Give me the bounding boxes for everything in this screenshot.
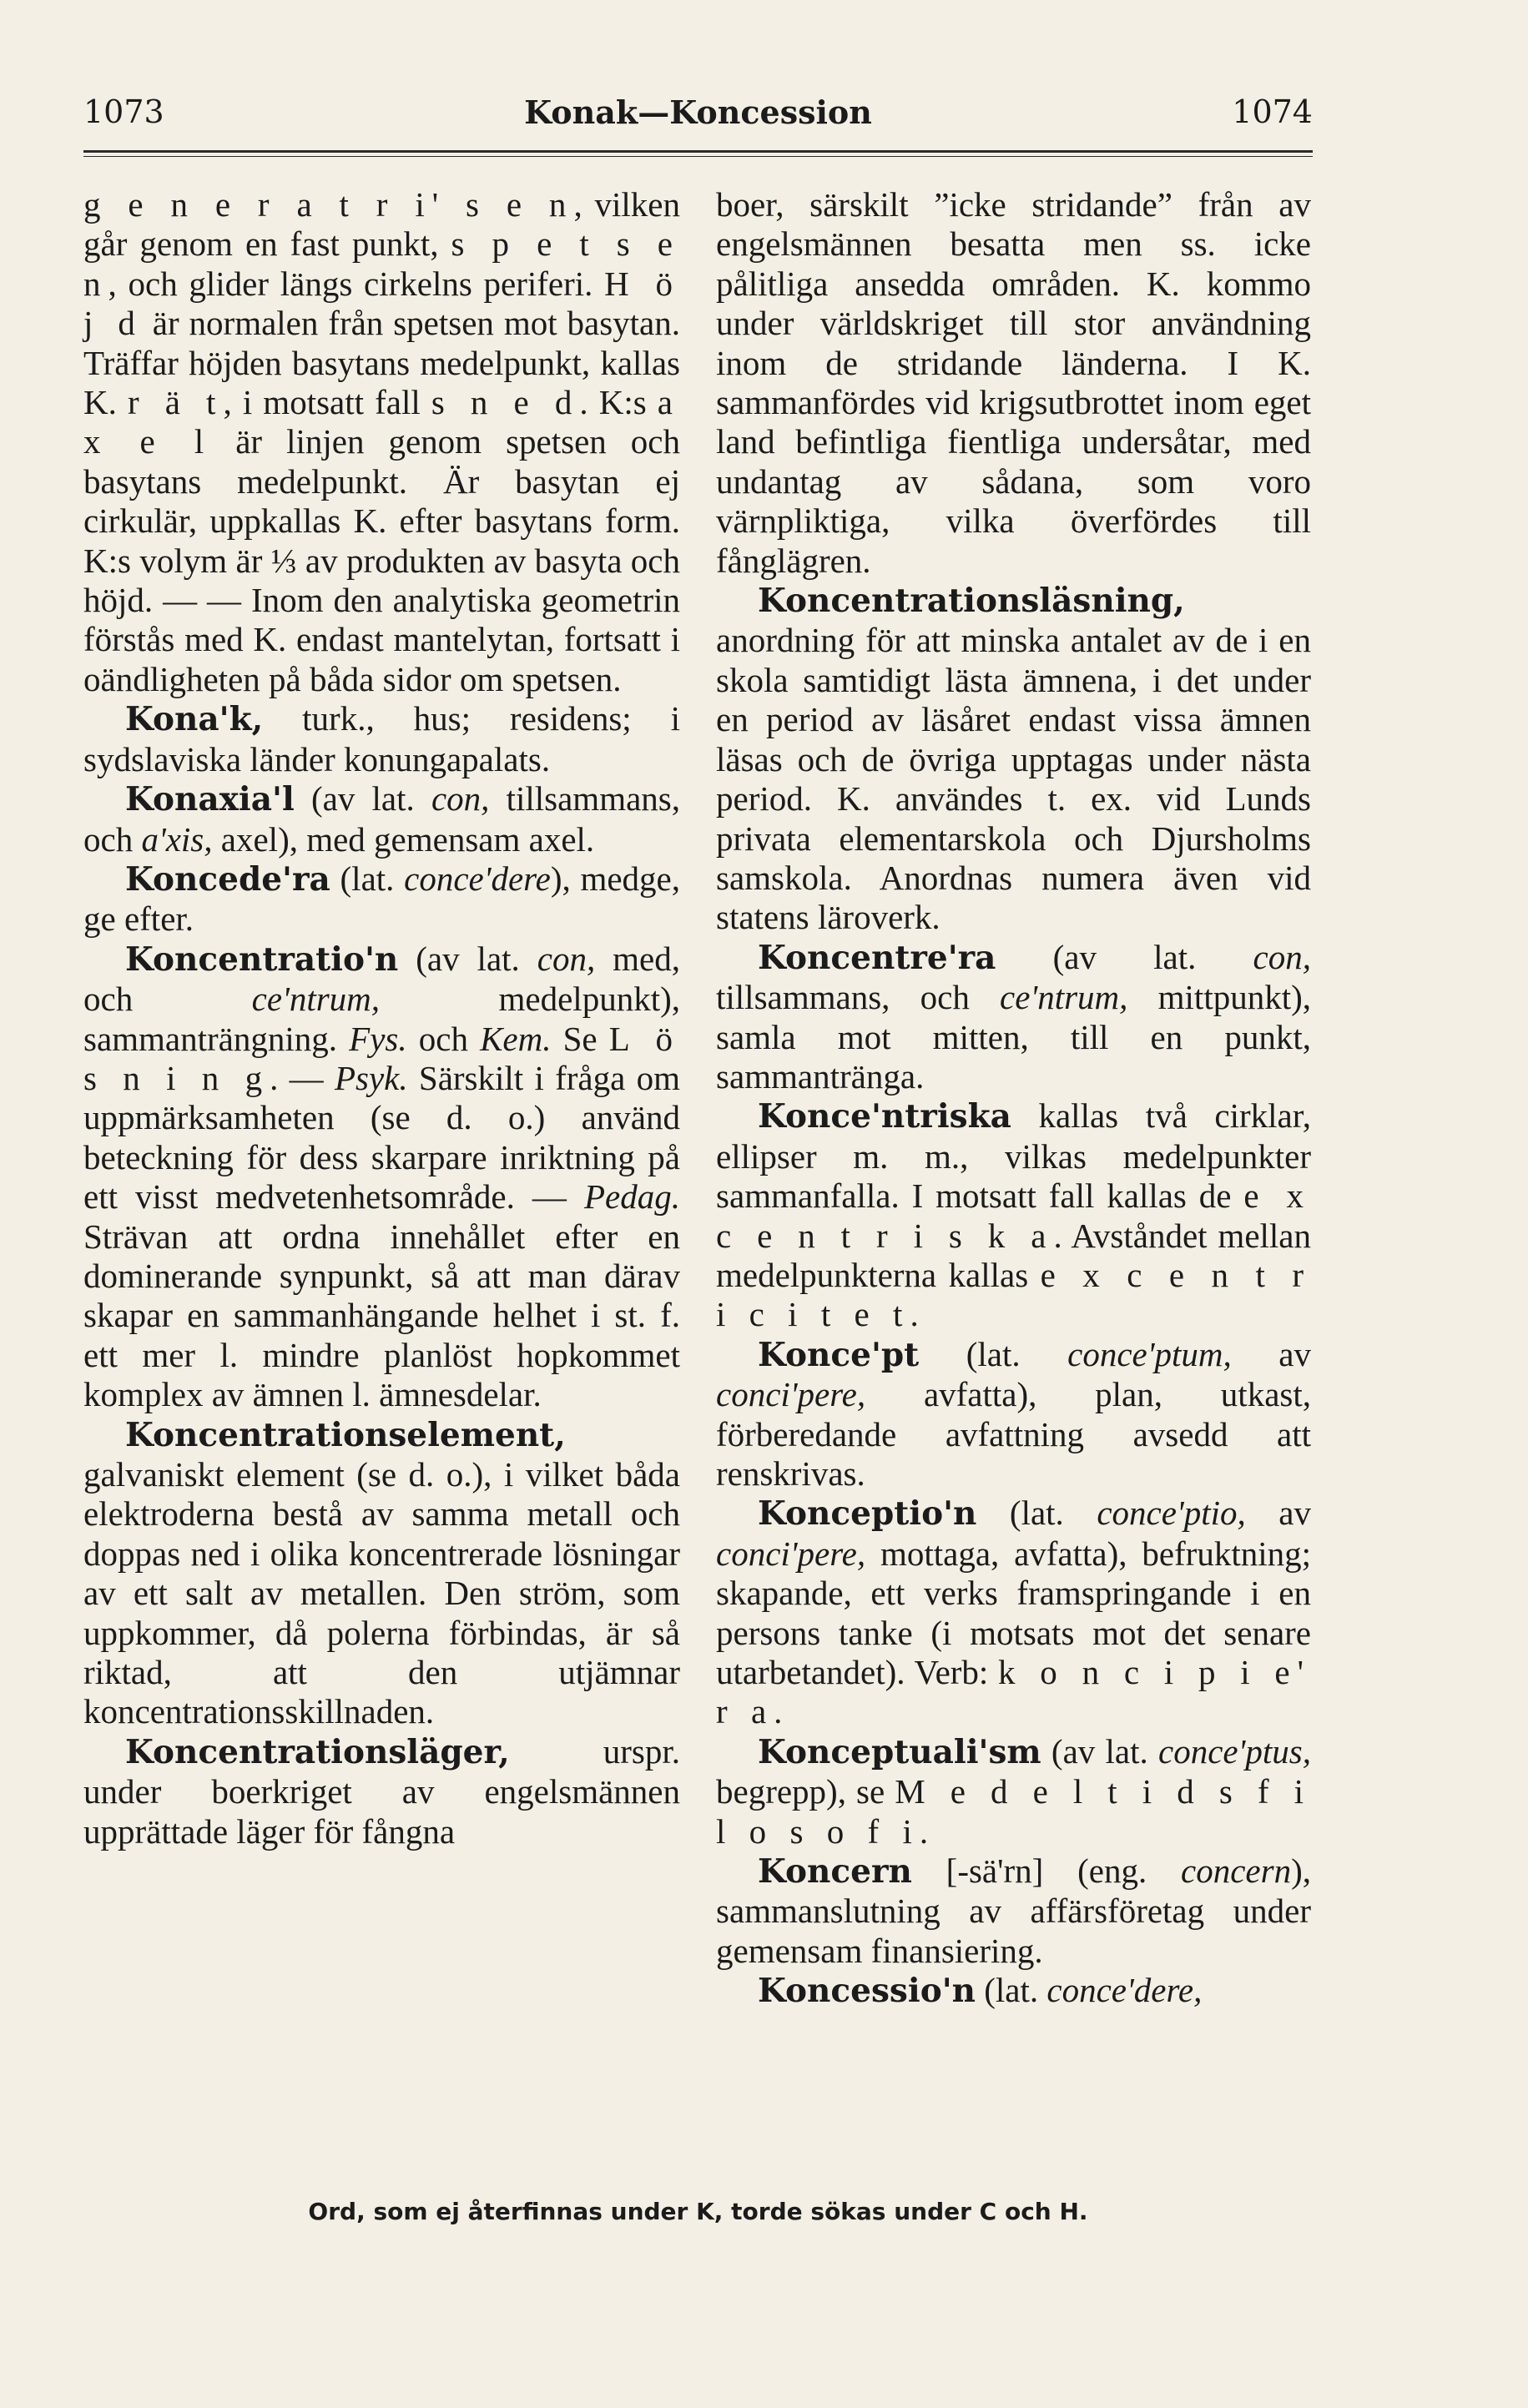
entry-koncentrera: Koncentre'ra (av lat. con, tillsammans, och ce'ntrum, mittpunkt), samla mot mitten, till en punkt, sammantränga. <box>716 937 1311 1096</box>
headword: Koncentre'ra <box>758 938 996 977</box>
running-title: Konak—Koncession <box>524 93 872 131</box>
headword: Koncentrationsläsning, <box>758 582 1185 621</box>
entry-konception: Konceptio'n (lat. conce'ptio, av conci'pere, mottaga, avfatta), befruktning; skapande, ett verks framspringande i en persons tanke (i motsats mot det senare utarbetandet). Verb: k o n c i p i e' r a. <box>716 1494 1311 1731</box>
entry-koncentrationslasning: Koncentrationsläsning, anordning för att minska antalet av de i en skola samtidigt lästa ämnena, i det under en period av läsåret endast vissa ämnen läsas och de övriga upptagas under nästa period. K. användes t. ex. vid Lunds privata elementarskola och Djursholms samskola. Anordnas numera även vid statens läroverk. <box>716 582 1311 937</box>
entry-koncept: Konce'pt (lat. conce'ptum, av conci'pere, avfatta), plan, utkast, förberedande avfattning avsedd att renskrivas. <box>716 1334 1311 1493</box>
headword: Koncentrationselement, <box>125 1415 566 1454</box>
footnote: Ord, som ej återfinnas under K, torde sökas under C och H. <box>308 2198 1088 2225</box>
header-rule-thick <box>83 150 1313 153</box>
entry-konak: Kona'k, turk., hus; residens; i sydslaviska länder konungapalats. <box>83 699 680 778</box>
header-rule-thin <box>83 156 1313 157</box>
left-column <box>83 185 680 1851</box>
entry-koncentration: Koncentratio'n (av lat. con, med, och ce'ntrum, medelpunkt), sammanträngning. Fys. och Kem. Se L ö s n i n g. — Psyk. Särskilt i fråga om uppmärksamheten (se d. o.) använd beteckning för dess skarpare inriktning på ett visst medvetenhetsområde. — Pedag. Strävan att ordna innehållet efter en dominerande synpunkt, så att man därav skapar en sammanhängande helhet i st. f. ett mer l. mindre planlöst hopkommet komplex av ämnen l. ämnesdelar. <box>83 939 680 1414</box>
entry-koncedera: Koncede'ra (lat. conce'dere), medge, ge efter. <box>83 859 680 939</box>
entry-koncession: Koncessio'n (lat. conce'dere, <box>758 1971 1203 2011</box>
headword: Koncentrationsläger, <box>125 1732 510 1771</box>
page-number-right: 1074 <box>1232 93 1313 130</box>
page-number-left: 1073 <box>83 93 164 130</box>
entry-konaxial: Konaxia'l (av lat. con, tillsammans, och a'xis, axel), med gemensam axel. <box>83 779 680 859</box>
entry-continuation-konisk: g e n e r a t r i' s e n, vilken går genom en fast punkt, s p e t s e n, och glider längs cirkelns periferi. H ö j d är normalen från spetsen mot basytan. Träffar höjden basytans medelpunkt, kallas K. r ä t, i motsatt fall s n e d. K:s a x e l är linjen genom spetsen och basytans medelpunkt. Är basytan ej cirkulär, uppkallas K. efter basytans form. K:s volym är ⅓ av produkten av basyta och höjd. — — Inom den analytiska geometrin förstås med K. endast mantelytan, fortsatt i oändligheten på båda sidor om spetsen. <box>83 185 681 698</box>
headword: Koncede'ra <box>125 859 330 899</box>
headword: Kona'k, <box>125 700 264 739</box>
headword: Konce'ntriska <box>758 1097 1011 1136</box>
entry-continuation-koncentrationslager: boer, särskilt ”icke stridande” från av engelsmännen besatta men ss. icke pålitliga ansedda områden. K. kommo under världskriget till stor användning inom de stridande länderna. I K. sammanfördes vid krigsutbrottet inom eget land befintliga fientliga undersåtar, med undantag av sådana, som voro värnpliktiga, vilka överfördes till fånglägren. <box>716 185 1311 580</box>
headword: Koncessio'n <box>758 1972 976 2011</box>
headword: Konceptio'n <box>758 1494 977 1534</box>
headword: Konceptuali'sm <box>758 1732 1041 1771</box>
entry-koncern: Koncern [-sä'rn] (eng. concern), sammanslutning av affärsföretag under gemensam finansiering. <box>716 1851 1311 1970</box>
headword: Koncern <box>758 1852 912 1892</box>
entry-koncentriska: Konce'ntriska kallas två cirklar, ellipser m. m., vilkas medelpunkter sammanfalla. I motsatt fall kallas de e x c e n t r i s k a. Avståndet mellan medelpunkterna kallas e x c e n t r i c i t e t. <box>716 1096 1311 1334</box>
page-header <box>83 93 1313 144</box>
right-column <box>716 185 1311 2012</box>
entry-konceptualism: Konceptuali'sm (av lat. conce'ptus, begrepp), se M e d e l t i d s f i l o s o f i. <box>716 1731 1311 1851</box>
headword: Koncentratio'n <box>125 940 399 979</box>
entry-koncentrationslager: Koncentrationsläger, urspr. under boerkriget av engelsmännen upprättade läger för fångna <box>83 1731 680 1851</box>
headword: Konce'pt <box>758 1335 920 1374</box>
headword: Konaxia'l <box>125 780 295 819</box>
entry-koncentrationselement: Koncentrationselement, galvaniskt element (se d. o.), i vilket båda elektroderna bestå av samma metall och doppas ned i olika koncentrerade lösningar av ett salt av metallen. Den ström, som uppkommer, då polerna förbindas, är så riktad, att den utjämnar koncentrationsskillnaden. <box>83 1415 680 1731</box>
